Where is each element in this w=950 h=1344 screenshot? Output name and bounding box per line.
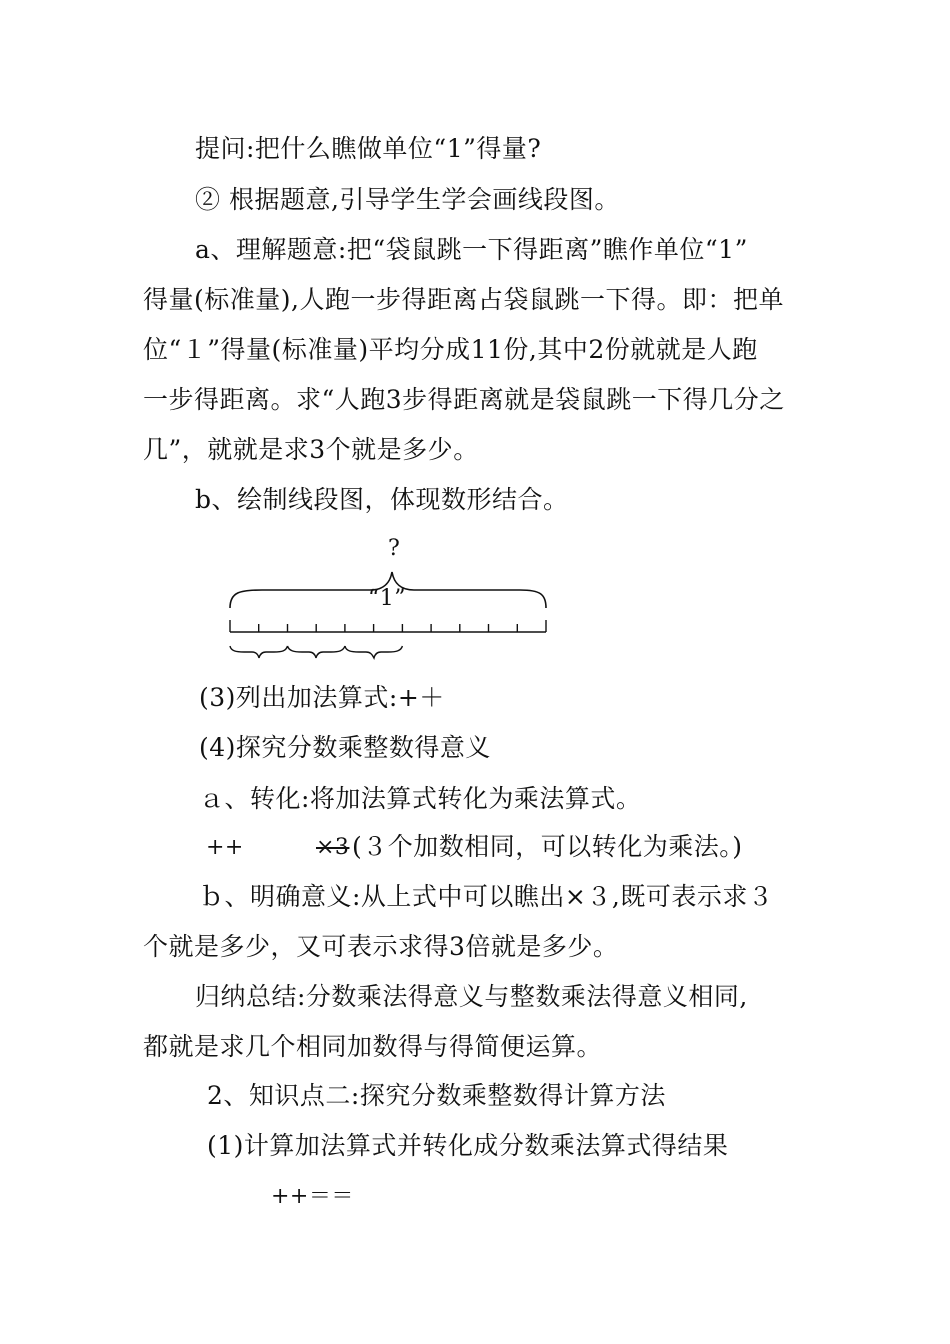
text-equation: ++＝＝ bbox=[271, 1184, 354, 1209]
text-line-distance: 一步得距离。求“人跑3步得距离就是袋鼠跳一下得几分之 bbox=[143, 385, 785, 414]
text-line-explore: (4)探究分数乘整数得意义 bbox=[199, 733, 491, 762]
whole-brace bbox=[230, 572, 546, 608]
diagram-question-mark: ? bbox=[388, 536, 401, 561]
lower-braces bbox=[230, 646, 402, 658]
tick-marks bbox=[230, 620, 546, 632]
text-line-calculate: (1)计算加法算式并转化成分数乘法算式得结果 bbox=[207, 1131, 729, 1160]
diagram-unit-label: “1” bbox=[368, 586, 406, 611]
text-line-addition: (3)列出加法算式:+＋ bbox=[199, 683, 445, 712]
text-line-answer: 几”，就就是求3个就是多少。 bbox=[143, 435, 479, 464]
text-line-understand: a、理解题意:把“袋鼠跳一下得距离”瞧作单位“1” bbox=[195, 235, 748, 264]
text-plus-signs: ++ bbox=[206, 835, 244, 860]
text-line-knowledge-two: 2、知识点二:探究分数乘整数得计算方法 bbox=[207, 1081, 666, 1110]
text-line-summary: 归纳总结:分数乘法得意义与整数乘法得意义相同, bbox=[195, 982, 748, 1011]
text-line-convert: ａ、转化:将加法算式转化为乘法算式。 bbox=[199, 784, 642, 813]
text-line-meaning: ｂ、明确意义:从上式中可以瞧出×３,既可表示求３ bbox=[199, 882, 774, 911]
text-line-draw: b、绘制线段图，体现数形结合。 bbox=[195, 485, 569, 514]
text-struck-times: ×3 bbox=[316, 835, 350, 860]
text-line-same-addends: (３个加数相同，可以转化为乘法。) bbox=[352, 832, 743, 861]
text-line-question: 提问:把什么瞧做单位“1”得量? bbox=[195, 134, 542, 163]
text-line-standard: 得量(标准量),人跑一步得距离占袋鼠跳一下得。即：把单 bbox=[143, 285, 784, 314]
text-line-summary-cont: 都就是求几个相同加数得与得简便运算。 bbox=[143, 1032, 603, 1061]
text-line-times: 个就是多少，又可表示求得3倍就是多少。 bbox=[143, 932, 619, 961]
text-line-split: 位“１”得量(标准量)平均分成11份,其中2份就就是人跑 bbox=[143, 335, 758, 364]
text-line-guide: ② 根据题意,引导学生学会画线段图。 bbox=[195, 185, 620, 214]
